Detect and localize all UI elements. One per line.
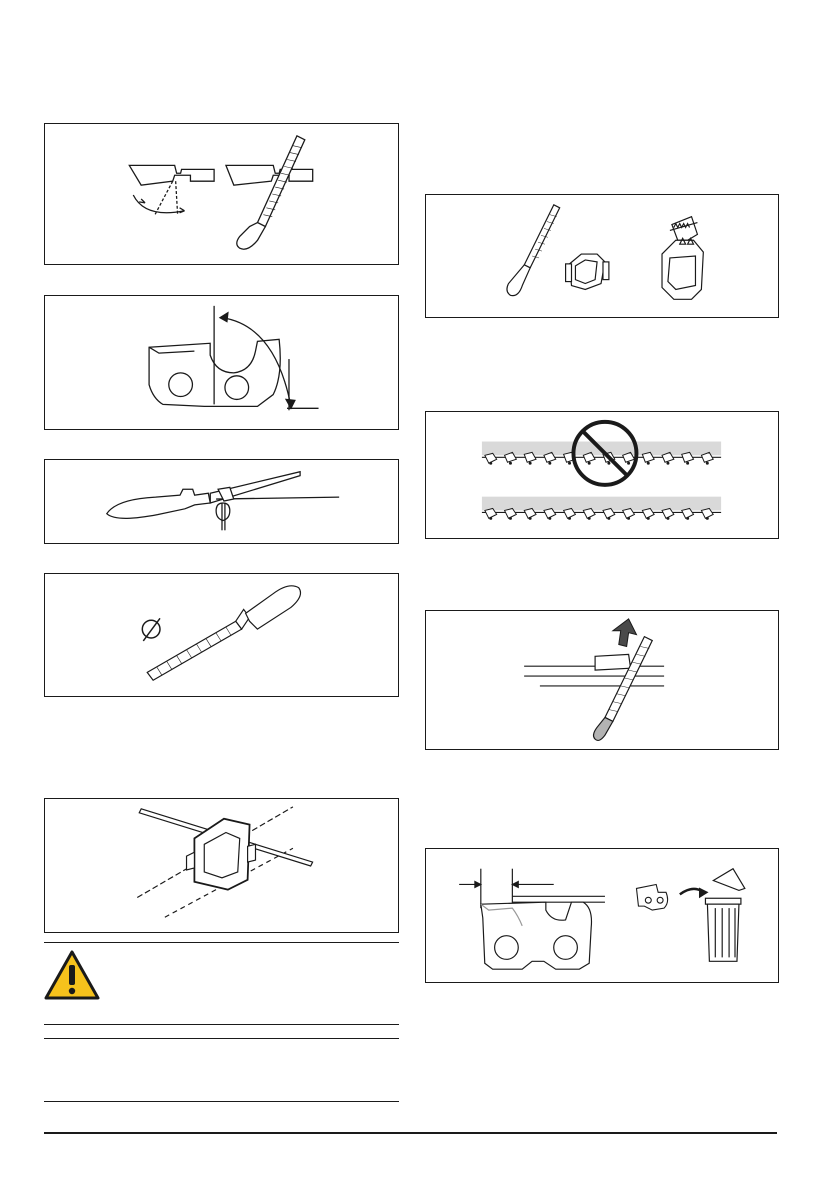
depth-gauge-tool-illustration bbox=[45, 799, 398, 932]
figure-sharpening-tools bbox=[425, 194, 779, 318]
warning-bottom-rule bbox=[44, 1024, 399, 1025]
figure-round-file bbox=[44, 573, 399, 697]
figure-cutter-angle bbox=[44, 295, 399, 430]
chain-comparison-illustration bbox=[426, 412, 778, 538]
round-file-illustration bbox=[45, 574, 398, 696]
figure-worn-cutter bbox=[425, 848, 779, 983]
figure-file-holder bbox=[44, 459, 399, 544]
note-bottom-rule bbox=[44, 1101, 399, 1102]
figure-chain-comparison bbox=[425, 411, 779, 539]
file-holder-illustration bbox=[45, 460, 398, 543]
arrow-up-icon bbox=[613, 619, 637, 647]
file-angle-illustration bbox=[45, 124, 398, 264]
cutter-angle-illustration bbox=[45, 296, 398, 429]
worn-cutter-illustration bbox=[426, 849, 778, 982]
warning-triangle-icon bbox=[44, 950, 100, 1000]
file-direction-illustration bbox=[426, 611, 778, 749]
figure-depth-gauge-tool bbox=[44, 798, 399, 933]
figure-file-angle bbox=[44, 123, 399, 265]
footer-rule bbox=[44, 1132, 777, 1134]
warning-top-rule bbox=[44, 942, 399, 943]
note-top-rule bbox=[44, 1038, 399, 1039]
figure-file-direction bbox=[425, 610, 779, 750]
sharpening-tools-illustration bbox=[426, 195, 778, 317]
trash-can-icon bbox=[705, 869, 744, 962]
discard-cutter-icon bbox=[636, 884, 707, 910]
